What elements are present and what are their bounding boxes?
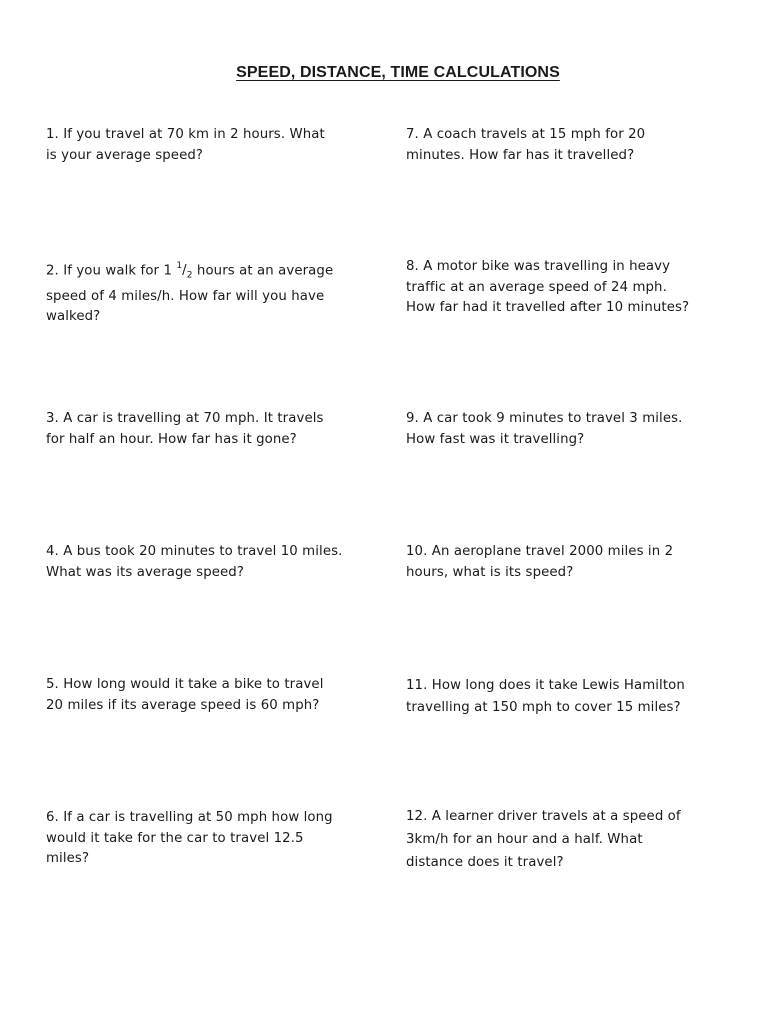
question-6-line-2: would it take for the car to travel 12.5 xyxy=(46,830,304,846)
question-8-line-1: 8. A motor bike was travelling in heavy xyxy=(406,259,671,274)
question-8-line-3: How far had it travelled after 10 minutes? xyxy=(406,300,690,315)
question-4 xyxy=(46,542,376,583)
question-2-line-2: speed of 4 miles/h. How far will you have xyxy=(46,288,325,304)
question-11-line-1: 11. How long does it take Lewis Hamilton xyxy=(406,678,685,693)
question-4-line-1: 4. A bus took 20 minutes to travel 10 miles. xyxy=(46,544,343,559)
question-1-line-1: 1. If you travel at 70 km in 2 hours. What xyxy=(46,127,325,142)
question-6-line-1: 6. If a car is travelling at 50 mph how long xyxy=(46,810,333,825)
question-6-line-3: miles? xyxy=(46,851,90,866)
question-11-line-2: travelling at 150 mph to cover 15 miles? xyxy=(406,700,681,715)
worksheet-title: SPEED, DISTANCE, TIME CALCULATIONS xyxy=(236,64,560,81)
question-10-line-2: hours, what is its speed? xyxy=(406,564,574,580)
question-9 xyxy=(406,409,736,450)
fraction-denominator: 2 xyxy=(186,271,193,282)
question-3-line-1: 3. A car is travelling at 70 mph. It travels xyxy=(46,411,324,426)
question-12-line-1: 12. A learner driver travels at a speed of xyxy=(406,809,681,824)
question-1-line-2: is your average speed? xyxy=(46,147,204,163)
question-12-line-2: 3km/h for an hour and a half. What xyxy=(406,832,643,847)
mixed-fraction: $^1/_2$ xyxy=(176,261,193,282)
question-3-line-2: for half an hour. How far has it gone? xyxy=(46,431,297,447)
question-6 xyxy=(46,808,376,870)
question-11 xyxy=(406,675,736,719)
question-9-line-1: 9. A car took 9 minutes to travel 3 miles. xyxy=(406,411,683,426)
question-8-line-2: traffic at an average speed of 24 mph. xyxy=(406,279,667,295)
question-9-line-2: How fast was it travelling? xyxy=(406,431,585,447)
question-10 xyxy=(406,542,736,583)
question-4-line-2: What was its average speed? xyxy=(46,564,244,580)
fraction-numerator: 1 xyxy=(176,261,183,271)
question-3 xyxy=(46,409,376,450)
question-5-line-2: 20 miles if its average speed is 60 mph? xyxy=(46,697,320,713)
question-1 xyxy=(46,125,376,166)
question-7-line-1: 7. A coach travels at 15 mph for 20 xyxy=(406,127,646,142)
question-7-line-2: minutes. How far has it travelled? xyxy=(406,147,635,163)
question-12 xyxy=(406,805,736,874)
question-10-line-1: 10. An aeroplane travel 2000 miles in 2 xyxy=(406,544,674,559)
question-2-line-1 xyxy=(46,257,376,287)
question-8 xyxy=(406,257,736,319)
question-5 xyxy=(46,675,376,716)
question-2-line-3: walked? xyxy=(46,309,101,325)
question-7 xyxy=(406,125,736,166)
question-2 xyxy=(46,257,376,328)
question-12-line-3: distance does it travel? xyxy=(406,855,564,870)
question-2-line-1-end: hours at an average xyxy=(192,263,334,279)
question-2-line-1-start: 2. If you walk for 1 xyxy=(46,263,177,279)
question-5-line-1: 5. How long would it take a bike to travel xyxy=(46,677,324,692)
